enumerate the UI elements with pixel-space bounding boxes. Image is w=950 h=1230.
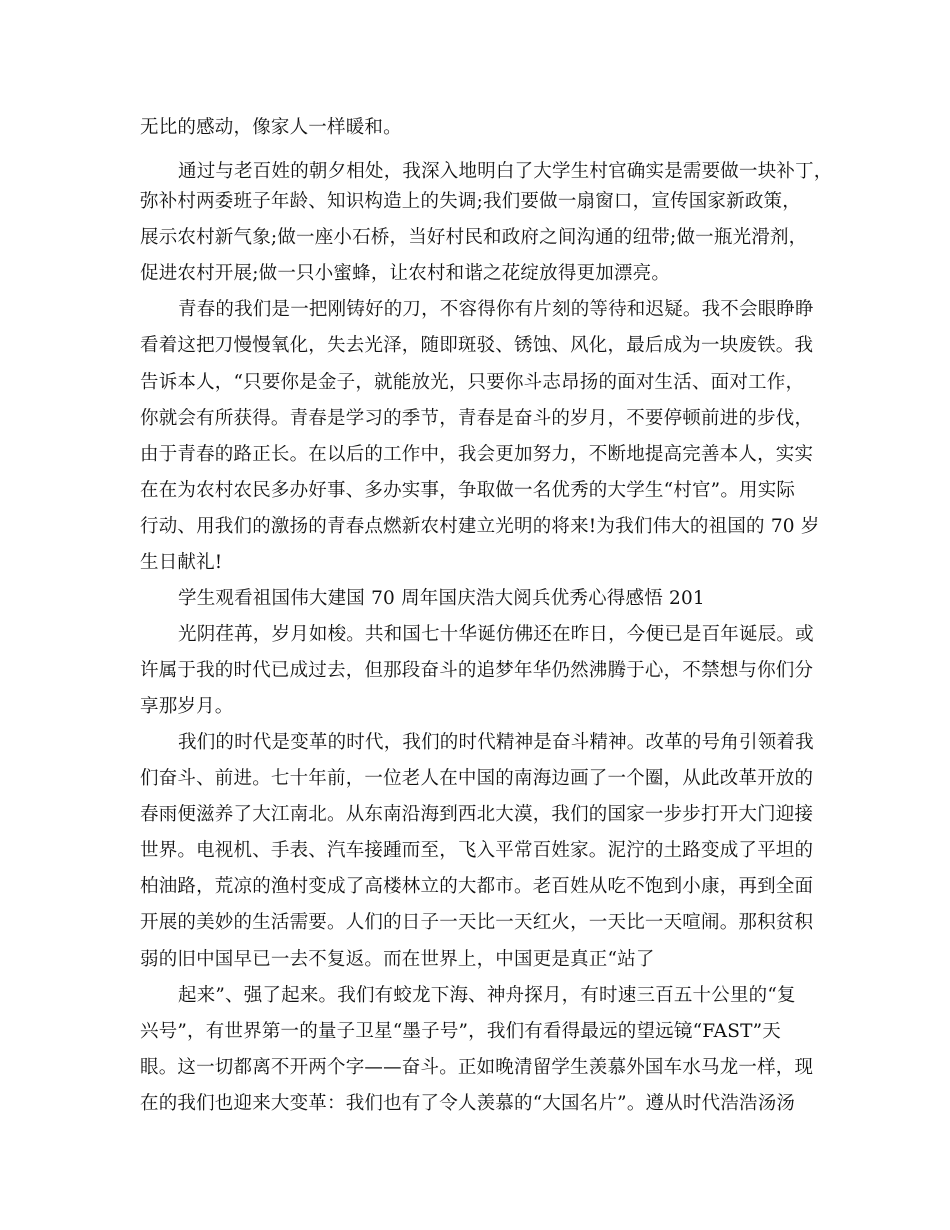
paragraph-start-line: 光阴荏苒，岁月如梭。共和国七十华诞仿佛还在昨日，今便已是百年诞辰。或 xyxy=(178,624,814,645)
text-line: 展示农村新气象;做一座小石桥，当好村民和政府之间沟通的纽带;做一瓶光滑剂， xyxy=(140,227,808,248)
text-line: 看着这把刀慢慢氧化，失去光泽，随即斑驳、锈蚀、风化，最后成为一块废铁。我 xyxy=(140,335,814,356)
text-line: 生日献礼! xyxy=(140,552,223,573)
text-line: 春雨便滋养了大江南北。从东南沿海到西北大漠，我们的国家一步步打开大门迎接 xyxy=(140,804,814,825)
text-line: 促进农村开展;做一只小蜜蜂，让农村和谐之花绽放得更加漂亮。 xyxy=(140,263,671,284)
text-line: 在的我们也迎来大变革：我们也有了令人羡慕的“大国名片”。遵从时代浩浩汤汤 xyxy=(140,1093,796,1114)
text-line: 告诉本人，“只要你是金子，就能放光，只要你斗志昂扬的面对生活、面对工作， xyxy=(140,372,805,393)
text-line: 弱的旧中国早已一去不复返。而在世界上，中国更是真正“站了 xyxy=(140,949,655,970)
text-line: 无比的感动，像家人一样暖和。 xyxy=(140,117,402,138)
text-line: 你就会有所获得。青春是学习的季节，青春是奋斗的岁月，不要停顿前进的步伐， xyxy=(140,408,814,429)
text-line: 行动、用我们的激扬的青春点燃新农村建立光明的将来!为我们伟大的祖国的 70 岁 xyxy=(140,516,820,537)
text-line: 在在为农村农民多办好事、多办实事，争取做一名优秀的大学生“村官”。用实际 xyxy=(140,480,796,501)
section-heading: 学生观看祖国伟大建国 70 周年国庆浩大阅兵优秀心得感悟 201 xyxy=(178,588,705,609)
text-line: 享那岁月。 xyxy=(140,696,234,717)
paragraph-start-line: 青春的我们是一把刚铸好的刀，不容得你有片刻的等待和迟疑。我不会眼睁睁 xyxy=(178,299,814,320)
text-line: 许属于我的时代已成过去，但那段奋斗的追梦年华仍然沸腾于心，不禁想与你们分 xyxy=(140,660,814,681)
text-line: 柏油路，荒凉的渔村变成了高楼林立的大都市。老百姓从吃不饱到小康，再到全面 xyxy=(140,876,814,897)
paragraph-start-line: 起来”、强了起来。我们有蛟龙下海、神舟探月，有时速三百五十公里的“复 xyxy=(178,985,796,1006)
text-line: 开展的美妙的生活需要。人们的日子一天比一天红火，一天比一天喧闹。那积贫积 xyxy=(140,912,814,933)
paragraph-start-line: 通过与老百姓的朝夕相处，我深入地明白了大学生村官确实是需要做一块补丁， xyxy=(178,161,833,182)
text-line: 世界。电视机、手表、汽车接踵而至，飞入平常百姓家。泥泞的土路变成了平坦的 xyxy=(140,840,814,861)
paragraph-start-line: 我们的时代是变革的时代，我们的时代精神是奋斗精神。改革的号角引领着我 xyxy=(178,732,814,753)
text-line: 兴号”，有世界第一的量子卫星“墨子号”，我们有看得最远的望远镜“FAST”天 xyxy=(140,1021,781,1042)
text-line: 眼。这一切都离不开两个字——奋斗。正如晚清留学生羡慕外国车水马龙一样，现 xyxy=(140,1057,814,1078)
text-line: 们奋斗、前进。七十年前，一位老人在中国的南海边画了一个圈，从此改革开放的 xyxy=(140,768,814,789)
text-line: 弥补村两委班子年龄、知识构造上的失调;我们要做一扇窗口，宣传国家新政策， xyxy=(140,191,801,212)
text-line: 由于青春的路正长。在以后的工作中，我会更加努力，不断地提高完善本人，实实 xyxy=(140,444,814,465)
